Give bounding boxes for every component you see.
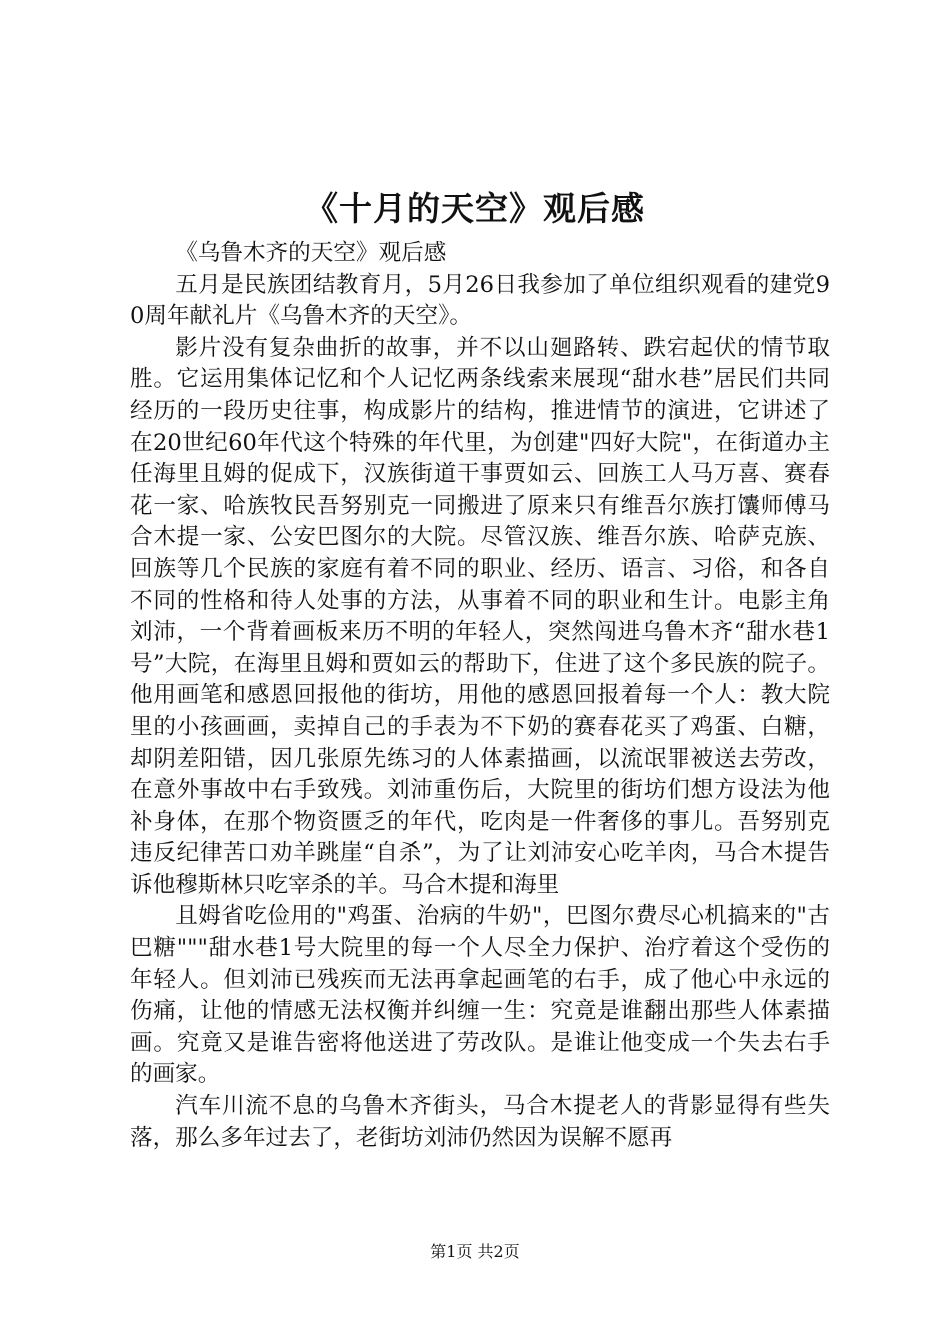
body-paragraph: 五月是民族团结教育月，5月26日我参加了单位组织观看的建党90周年献礼片《乌鲁木齐的天空》。 bbox=[130, 271, 830, 330]
body-paragraph: 影片没有复杂曲折的故事，并不以山廻路转、跌宕起伏的情节取胜。它运用集体记忆和个人记忆两条线索来展现“甜水巷”居民们共同经历的一段历史往事，构成影片的结构，推进情节的演进，它讲述了在20世纪60年代这个特殊的年代里，为创建"四好大院"，在街道办主任海里且姆的促成下，汉族街道干事贾如云、回族工人马万喜、赛春花一家、哈族牧民吾努别克一同搬进了原来只有维吾尔族打馕师傅马合木提一家、公安巴图尔的大院。尽管汉族、维吾尔族、哈萨克族、回族等几个民族的家庭有着不同的职业、经历、语言、习俗，和各自不同的性格和待人处事的方法，从事着不同的职业和生计。电影主角刘沛，一个背着画板来历不明的年轻人，突然闯进乌鲁木齐“甜水巷1号”大院，在海里且姆和贾如云的帮助下，住进了这个多民族的院子。他用画笔和感恩回报他的街坊，用他的感恩回报着每一个人：教大院里的小孩画画，卖掉自己的手表为不下奶的赛春花买了鸡蛋、白糖，却阴差阳错，因几张原先练习的人体素描画，以流氓罪被送去劳改，在意外事故中右手致残。刘沛重伤后，大院里的街坊们想方设法为他补身体，在那个物资匮乏的年代，吃肉是一件奢侈的事儿。吾努别克违反纪律苦口劝羊跳崖“自杀”，为了让刘沛安心吃羊肉，马合木提告诉他穆斯林只吃宰杀的羊。马合木提和海里 bbox=[130, 334, 830, 898]
body-paragraph: 且姆省吃俭用的"鸡蛋、治病的牛奶"，巴图尔费尽心机搞来的"古巴糖"""甜水巷1号大院里的每一个人尽全力保护、治疗着这个受伤的年轻人。但刘沛已残疾而无法再拿起画笔的右手，成了他心中永远的伤痛，让他的情感无法权衡并纠缠一生：究竟是谁翻出那些人体素描画。究竟又是谁告密将他送进了劳改队。是谁让他变成一个失去右手的画家。 bbox=[130, 903, 830, 1088]
document-title: 《十月的天空》观后感 bbox=[305, 189, 645, 228]
document-body bbox=[130, 238, 830, 1154]
page-number-footer: 第1页 共2页 bbox=[430, 1242, 520, 1261]
subtitle-paragraph: 《乌鲁木齐的天空》观后感 bbox=[175, 240, 447, 266]
body-paragraph: 汽车川流不息的乌鲁木齐街头，马合木提老人的背影显得有些失落，那么多年过去了，老街坊刘沛仍然因为误解不愿再 bbox=[130, 1093, 830, 1151]
